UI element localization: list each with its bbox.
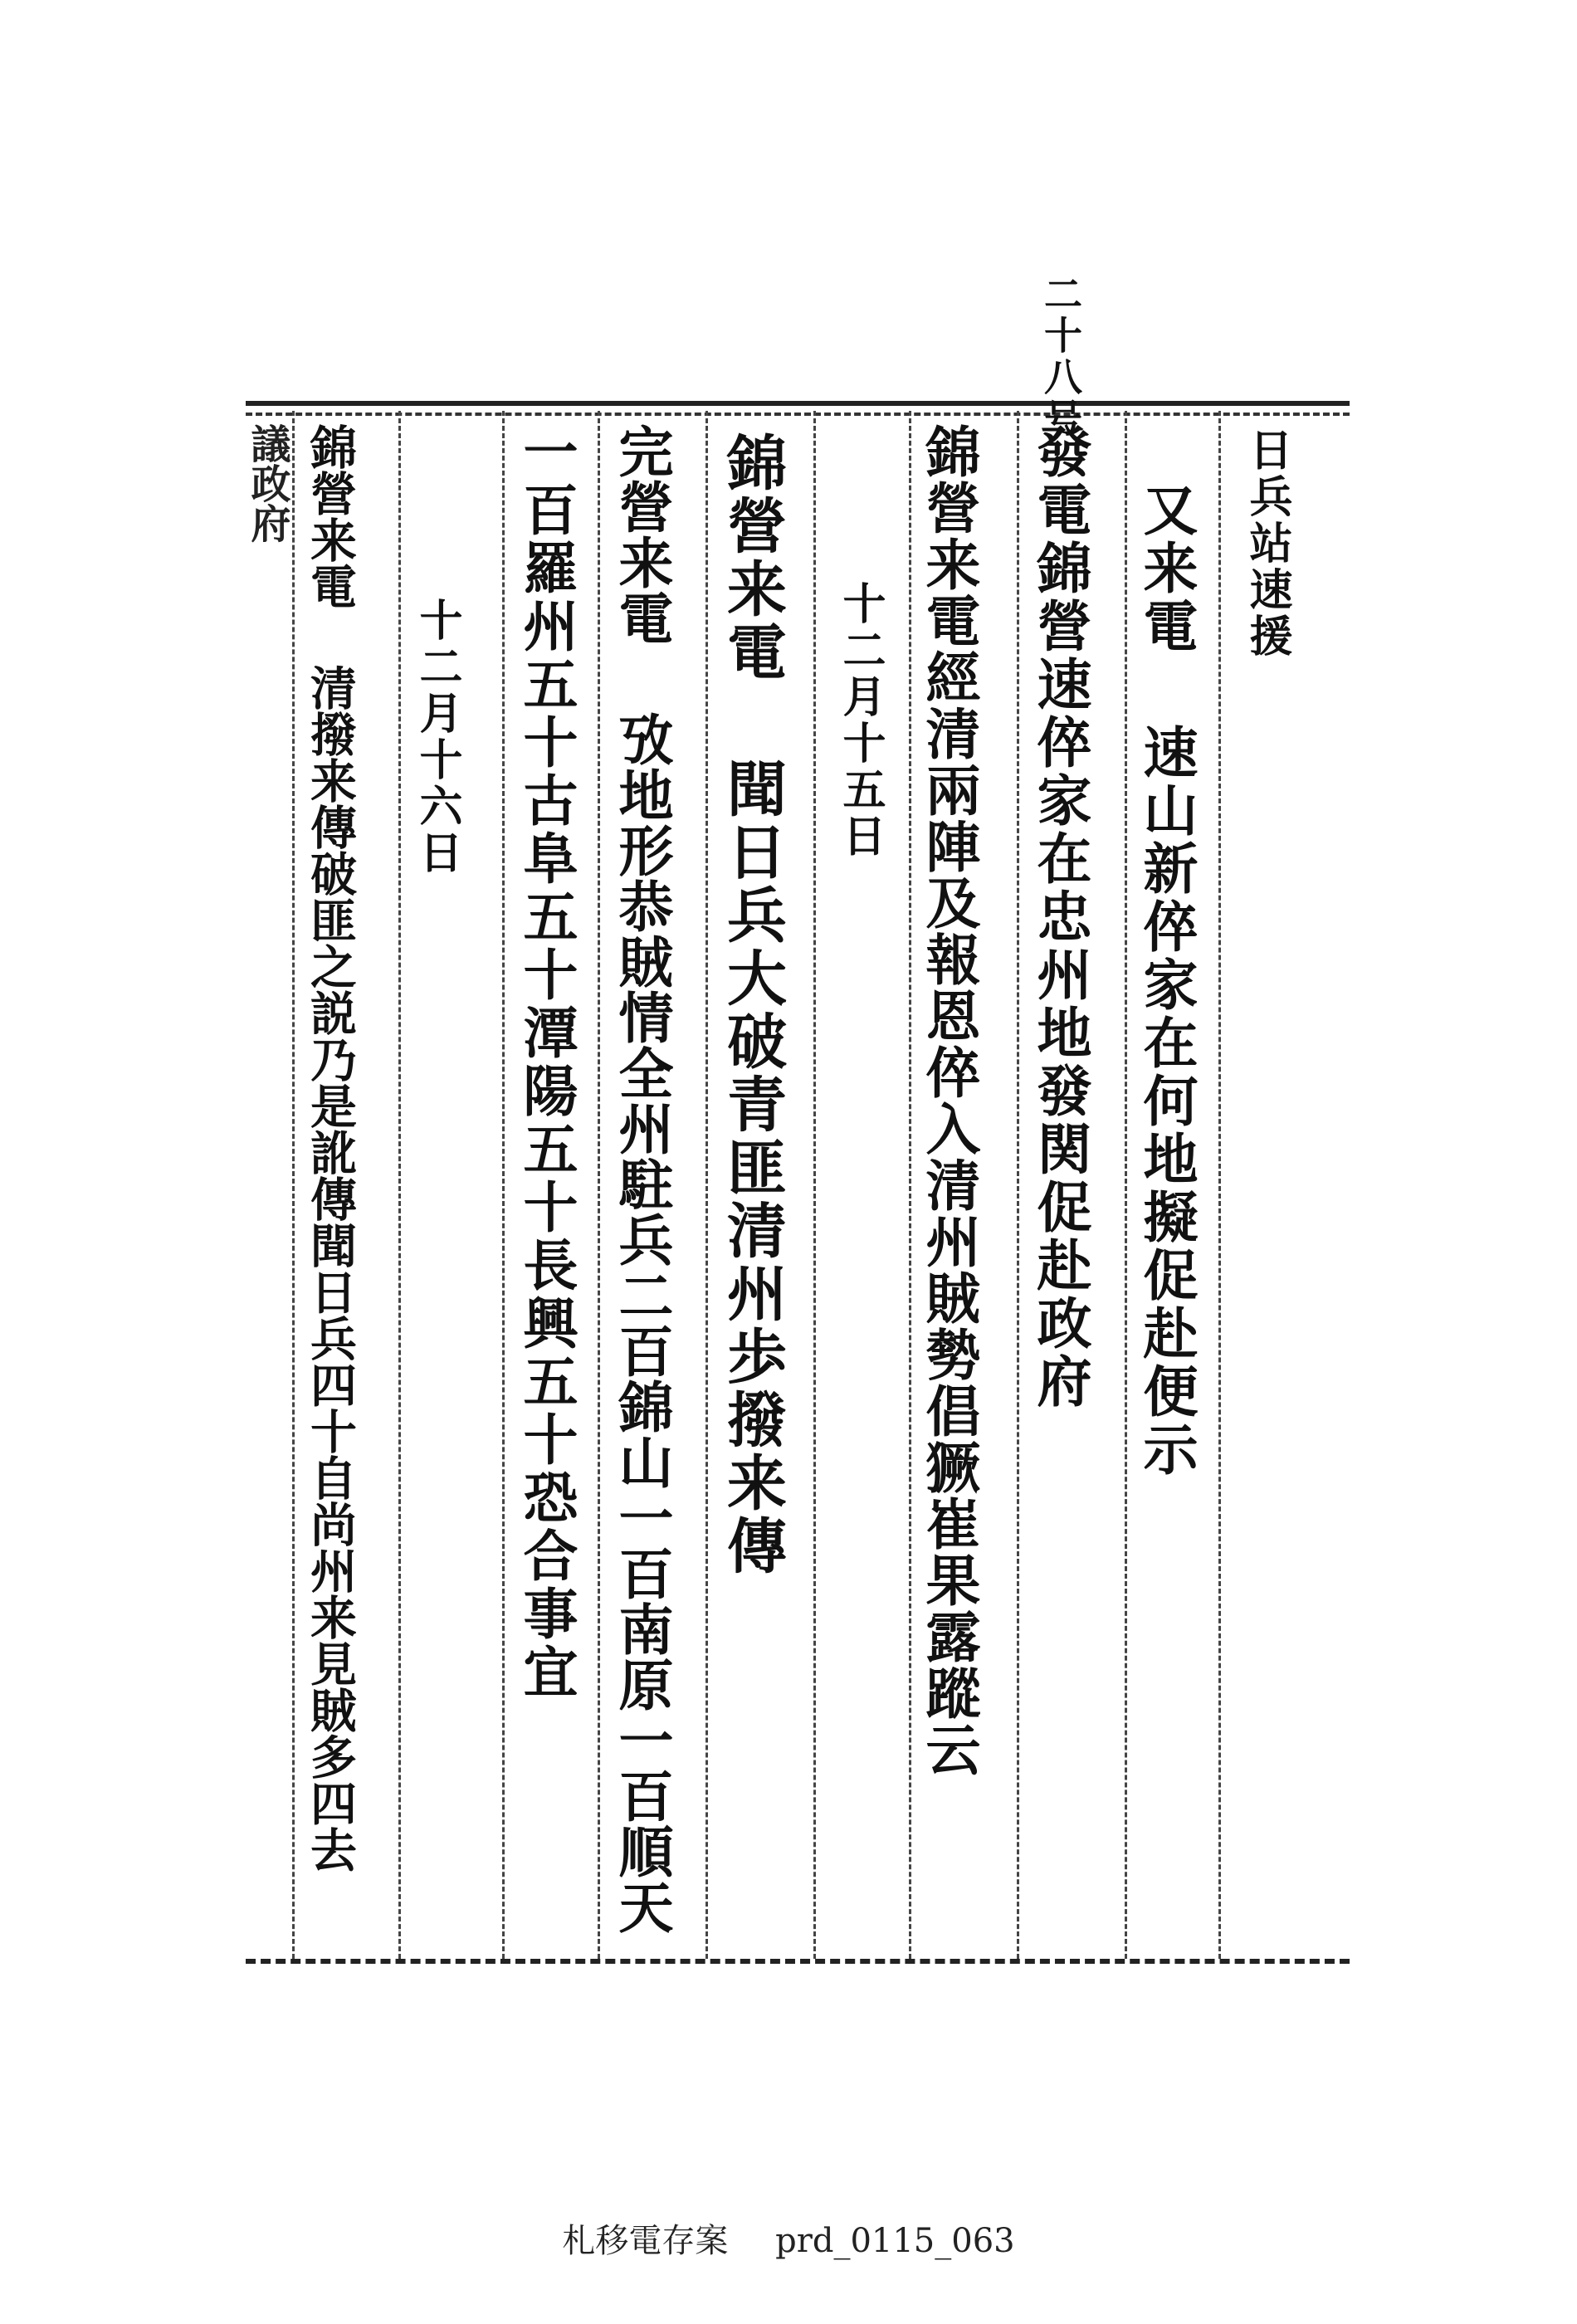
column-rule bbox=[1125, 411, 1127, 1959]
frame-top-border bbox=[246, 401, 1350, 406]
date-column: 十二月十六日 bbox=[412, 598, 462, 876]
footer-title: 札移電存案 bbox=[562, 2222, 729, 2260]
footer-caption bbox=[0, 2214, 1577, 2262]
text-column: 又来電 速山新倅家在何地擬促赴便示 bbox=[1134, 481, 1199, 1479]
column-rule bbox=[398, 411, 401, 1959]
column-rule bbox=[598, 411, 600, 1959]
column-rule bbox=[502, 411, 505, 1959]
date-column: 十二月十五日 bbox=[835, 581, 886, 860]
column-rule bbox=[1218, 411, 1221, 1959]
column-rule bbox=[813, 411, 816, 1959]
margin-mark: 議政府 bbox=[244, 423, 290, 543]
column-rule bbox=[292, 411, 295, 1959]
frame-top-dashed bbox=[246, 413, 1350, 416]
column-rule bbox=[706, 411, 708, 1959]
footer-code: prd_0115_063 bbox=[775, 2222, 1015, 2260]
frame-bottom-border bbox=[246, 1959, 1350, 1964]
text-column: 錦營来電 聞日兵大破青匪清州歩撥来傳 bbox=[717, 432, 788, 1578]
page-number: 二十八号 bbox=[1038, 274, 1083, 440]
text-column: 一百羅州五十古阜五十潭陽五十長興五十恐合事宜 bbox=[514, 423, 579, 1702]
text-column: 錦營来電 清撥来傳破匪之説乃是訛傳聞日兵四十自尚州来見賊多四去 bbox=[303, 423, 358, 1872]
text-column: 錦營来電經清兩陣及報恩倅入清州賊勢倡獗崔果露蹤云 bbox=[916, 423, 981, 1778]
text-column: 完營来電 攷地形恭賊情全州駐兵二百錦山一百南原一百順天 bbox=[609, 423, 674, 1935]
column-rule bbox=[909, 411, 911, 1959]
heading-column: 日兵站速援 bbox=[1242, 427, 1292, 660]
column-rule bbox=[1017, 411, 1019, 1959]
text-column: 發電錦營速倅家在忠州地發関促赴政府 bbox=[1028, 423, 1092, 1411]
